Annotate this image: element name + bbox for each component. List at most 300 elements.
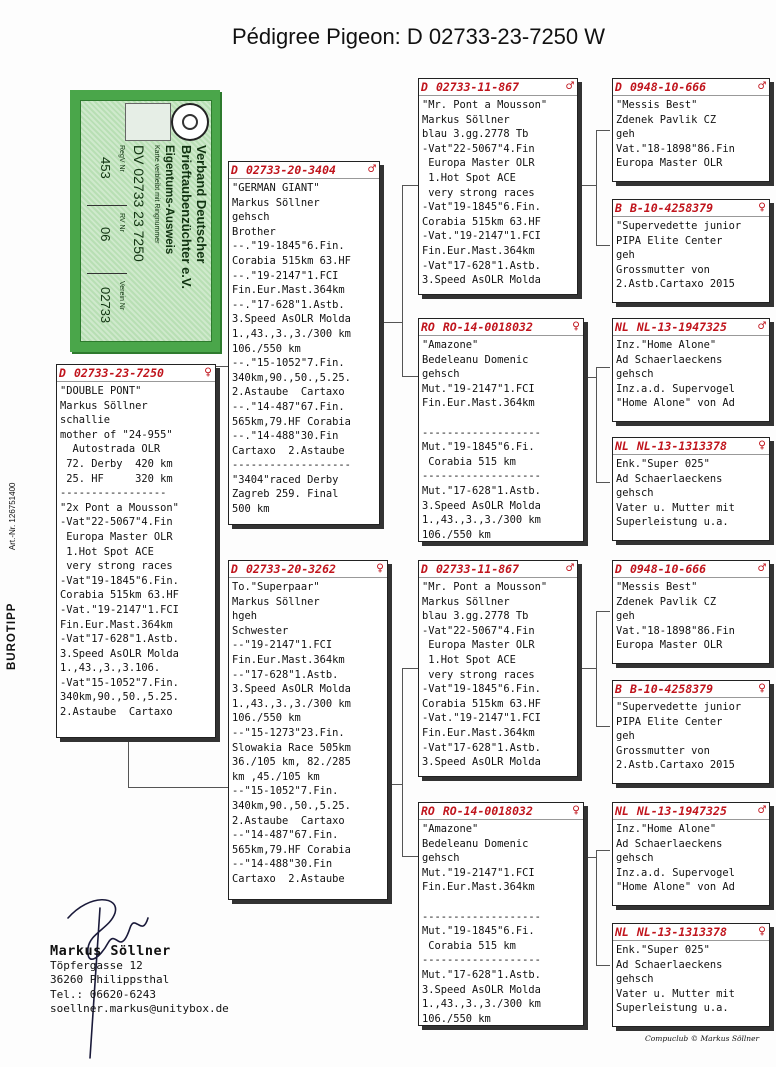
box-line: 565km,79.HF Corabia	[232, 843, 351, 856]
box-line: Vater u. Mutter mit	[616, 501, 735, 514]
box-line: --."15-1052"7.Fin.	[232, 357, 345, 370]
box-line: very strong races	[422, 186, 535, 199]
ring-number: 02733-11-867	[435, 562, 520, 576]
card-rotated-content	[81, 101, 211, 341]
country-code: D	[231, 163, 238, 177]
connector-line	[388, 784, 402, 785]
connector-line	[596, 850, 610, 851]
box-line: Fin.Eur.Mast.364km	[60, 618, 173, 631]
box-line: Corabia 515 km	[422, 939, 516, 952]
box-line: -Vat"22-5067"4.Fin	[422, 142, 535, 155]
box-line: Corabia 515km 63.HF	[60, 589, 179, 602]
box-line: --."14-488"30.Fin	[232, 430, 339, 443]
box-line: 340km,90.,50.,5.25.	[60, 691, 179, 704]
box-line: Corabia 515 km	[422, 455, 516, 468]
box-body	[419, 336, 583, 542]
box-line: geh	[616, 610, 635, 623]
pedigree-box-fff	[612, 78, 770, 182]
box-header	[613, 319, 769, 336]
box-line: 72. Derby 420 km	[60, 457, 173, 470]
card-value-rv: 06	[98, 227, 113, 242]
box-line: --"15-1052"7.Fin.	[232, 785, 339, 798]
box-line: 36./105 km, 82./285	[232, 756, 351, 769]
box-line: PIPA Elite Center	[616, 715, 723, 728]
box-line: 106./550 km	[422, 1012, 491, 1025]
breeder-email[interactable]: soellner.markus@unitybox.de	[50, 1002, 229, 1016]
sex-symbol-icon: ♀	[204, 365, 212, 380]
box-body	[419, 96, 577, 288]
box-line: geh	[616, 128, 635, 141]
box-line: Brother	[232, 225, 276, 238]
box-line: 3.Speed AsOLR Molda	[422, 499, 541, 512]
box-header	[613, 803, 769, 820]
sex-symbol-icon: ♂	[368, 162, 376, 177]
box-body	[229, 179, 379, 517]
country-code: RO	[421, 320, 435, 334]
box-line: "Supervedette junior	[616, 701, 742, 713]
box-line: 106./550 km	[422, 528, 491, 541]
box-line: geh	[616, 730, 635, 743]
box-body	[57, 382, 215, 720]
ring-number: 02733-20-3404	[245, 163, 336, 177]
sex-symbol-icon: ♀	[758, 200, 766, 215]
ring-number: 0948-10-666	[629, 562, 707, 576]
box-line: Fin.Eur.Mast.364km	[422, 397, 535, 410]
box-line: "Messis Best"	[616, 99, 698, 111]
connector-line	[596, 245, 610, 246]
box-line: -------------------	[422, 910, 541, 923]
box-line: Fin.Eur.Mast.364km	[422, 244, 535, 257]
connector-line	[596, 726, 610, 727]
box-line: gehsch	[232, 211, 270, 224]
connector-line	[402, 856, 418, 857]
box-line: -Vat."19-2147"1.FCI	[422, 230, 541, 243]
box-header	[613, 438, 769, 455]
box-line: Inz.a.d. Supervogel	[616, 866, 735, 879]
country-code: D	[421, 80, 428, 94]
box-line: 2.Astb.Cartaxo 2015	[616, 278, 735, 291]
box-line: --."14-487"67.Fin.	[232, 400, 345, 413]
pedigree-box-fmm	[612, 437, 770, 541]
box-line: To."Superpaar"	[232, 581, 320, 593]
box-line: Cartaxo 2.Astaube	[232, 872, 345, 885]
pedigree-box-ffm	[612, 199, 770, 303]
country-code: NL	[615, 804, 629, 818]
sex-symbol-icon: ♂	[566, 79, 574, 94]
box-line: geh	[616, 249, 635, 262]
connector-line	[402, 185, 418, 186]
box-line: very strong races	[422, 668, 535, 681]
card-org-line2: Brieftaubenzüchter e.V.	[179, 145, 194, 290]
pedigree-box-father	[228, 161, 380, 525]
box-line: 1.,43.,3.,3./300 km	[422, 514, 541, 527]
country-code: B	[615, 682, 622, 696]
card-ring-number: DV 02733 23 7250	[131, 145, 147, 262]
box-line: Inz."Home Alone"	[616, 339, 717, 351]
box-line: Europa Master OLR	[60, 530, 173, 543]
card-panel	[80, 100, 212, 342]
box-line: Markus Söllner	[60, 399, 148, 412]
card-divider	[87, 205, 127, 206]
box-line: Fin.Eur.Mast.364km	[232, 653, 345, 666]
box-line: Bedeleanu Domenic	[422, 353, 529, 366]
box-line: --"14-488"30.Fin	[232, 858, 333, 871]
box-line: Europa Master OLR	[422, 639, 535, 652]
box-line: Fin.Eur.Mast.364km	[422, 726, 535, 739]
ring-number: RO-14-0018032	[442, 320, 533, 334]
box-body	[613, 217, 769, 292]
box-body	[613, 578, 769, 653]
box-line: gehsch	[422, 852, 460, 865]
box-line	[422, 411, 580, 426]
sex-symbol-icon: ♂	[758, 79, 766, 94]
box-line: --."17-628"1.Astb.	[232, 298, 345, 311]
connector-line	[402, 185, 403, 377]
country-code: D	[615, 562, 622, 576]
box-header	[57, 365, 215, 382]
box-line: -------------------	[422, 954, 541, 967]
card-doc-subtitle: Karte verbleibt mit Ringnummer	[153, 145, 160, 244]
ring-number: NL-13-1947325	[636, 804, 727, 818]
box-line: --."19-1845"6.Fin.	[232, 240, 345, 253]
box-line: 3.Speed AsOLR Molda	[60, 647, 179, 660]
box-line: Ad Schaerlaeckens	[616, 958, 723, 971]
binder-article-number: Art.-Nr. 126751400	[8, 482, 17, 551]
pedigree-box-mm	[418, 802, 584, 1026]
connector-line	[596, 130, 610, 131]
card-doc-title: Eigentums-Ausweis	[163, 145, 175, 255]
connector-line	[584, 377, 596, 378]
box-line	[422, 895, 580, 910]
box-line: -------------------	[422, 470, 541, 483]
box-line: Corabia 515km 63.HF	[422, 215, 541, 228]
box-line: Ad Schaerlaeckens	[616, 353, 723, 366]
box-line: "Mr. Pont a Mousson"	[422, 581, 548, 593]
box-body	[613, 698, 769, 773]
box-line: Cartaxo 2.Astaube	[232, 444, 345, 457]
box-line: blau 3.gg.2778 Tb	[422, 128, 529, 141]
box-line: gehsch	[616, 852, 654, 865]
pedigree-box-mf	[418, 560, 578, 777]
box-line: Vater u. Mutter mit	[616, 987, 735, 1000]
box-line: Ad Schaerlaeckens	[616, 837, 723, 850]
ring-number: NL-13-1313378	[636, 925, 727, 939]
ring-number: B-10-4258379	[629, 682, 714, 696]
connector-line	[596, 611, 597, 727]
country-code: NL	[615, 925, 629, 939]
box-line: "Home Alone" von Ad	[616, 881, 735, 894]
box-line: 2.Astaube Cartaxo	[60, 706, 173, 719]
pedigree-box-fm	[418, 318, 584, 542]
box-line: 2.Astb.Cartaxo 2015	[616, 759, 735, 772]
box-line: --"15-1273"23.Fin.	[232, 726, 345, 739]
box-line: Corabia 515km 63.HF	[422, 697, 541, 710]
box-line: Mut."17-628"1.Astb.	[422, 968, 541, 981]
box-line: 2.Astaube Cartaxo	[232, 814, 345, 827]
box-line: mother of "24-955"	[60, 428, 173, 441]
box-line: Markus Söllner	[422, 113, 510, 126]
box-line: -Vat"19-1845"6.Fin.	[422, 201, 541, 214]
ring-number: B-10-4258379	[629, 201, 714, 215]
box-line: Europa Master OLR	[616, 157, 723, 170]
connector-line	[584, 857, 596, 858]
box-line: Mut."19-1845"6.Fi.	[422, 441, 535, 454]
pedigree-box-mother	[228, 560, 388, 900]
sex-symbol-icon: ♀	[758, 438, 766, 453]
country-code: D	[421, 562, 428, 576]
box-line: 3.Speed AsOLR Molda	[422, 756, 541, 769]
sex-symbol-icon: ♀	[376, 561, 384, 576]
ring-number: NL-13-1313378	[636, 439, 727, 453]
connector-line	[378, 322, 402, 323]
box-line: -Vat"19-1845"6.Fin.	[422, 683, 541, 696]
box-line: "2x Pont a Mousson"	[60, 501, 179, 514]
box-header	[229, 162, 379, 179]
connector-line	[128, 738, 129, 788]
box-line: -Vat"22-5067"4.Fin	[60, 516, 173, 529]
box-body	[419, 820, 583, 1026]
box-line: 1.,43.,3.,3.106.	[60, 662, 161, 675]
ring-number: 02733-20-3262	[245, 562, 336, 576]
box-line: Autostrada OLR	[60, 443, 161, 456]
box-line: --"19-2147"1.FCI	[232, 639, 333, 652]
connector-line	[402, 376, 418, 377]
box-line: 1.,43.,3.,3./300 km	[232, 327, 351, 340]
box-line: 340km,90.,50.,5.25.	[232, 371, 351, 384]
connector-line	[216, 366, 228, 367]
pedigree-box-mmf	[612, 802, 770, 906]
connector-line	[402, 668, 418, 669]
box-header	[613, 79, 769, 96]
country-code: D	[615, 80, 622, 94]
box-header	[613, 561, 769, 578]
sex-symbol-icon: ♀	[758, 924, 766, 939]
card-label-regv: RegV Nr	[118, 145, 125, 172]
box-body	[613, 96, 769, 171]
box-line: Slowakia Race 505km	[232, 741, 351, 754]
box-line: -Vat"17-628"1.Astb.	[422, 259, 541, 272]
box-line: Schwester	[232, 624, 289, 637]
pedigree-box-mff	[612, 560, 770, 664]
card-divider	[87, 273, 127, 274]
box-line: Mut."19-2147"1.FCI	[422, 866, 535, 879]
box-line: Vat."18-1898"86.Fin	[616, 624, 735, 637]
connector-line	[578, 668, 596, 669]
box-line: 3.Speed AsOLR Molda	[422, 983, 541, 996]
box-line: 500 km	[232, 503, 270, 516]
box-line: Zagreb 259. Final	[232, 488, 339, 501]
box-line: -Vat."19-2147"1.FCI	[60, 603, 179, 616]
box-line: gehsch	[422, 368, 460, 381]
box-body	[419, 578, 577, 770]
box-line: -----------------	[60, 487, 167, 500]
box-line: gehsch	[616, 368, 654, 381]
box-header	[419, 79, 577, 96]
box-line: Superleistung u.a.	[616, 516, 729, 529]
box-line: Inz.a.d. Supervogel	[616, 382, 735, 395]
box-line: Enk."Super 025"	[616, 458, 710, 470]
box-line: --"17-628"1.Astb.	[232, 668, 339, 681]
box-body	[229, 578, 387, 886]
country-code: RO	[421, 804, 435, 818]
ring-number: 02733-23-7250	[73, 366, 164, 380]
pedigree-box-fmf	[612, 318, 770, 422]
box-header	[419, 319, 583, 336]
box-line: "DOUBLE PONT"	[60, 385, 142, 397]
box-line: gehsch	[616, 973, 654, 986]
box-line: Europa Master OLR	[616, 639, 723, 652]
connector-line	[596, 482, 610, 483]
connector-line	[402, 668, 403, 857]
box-line: Fin.Eur.Mast.364km	[422, 881, 535, 894]
box-line: 3.Speed AsOLR Molda	[422, 274, 541, 287]
country-code: D	[231, 562, 238, 576]
box-line: 1.,43.,3.,3./300 km	[232, 697, 351, 710]
box-line: Inz."Home Alone"	[616, 823, 717, 835]
sex-symbol-icon: ♂	[758, 561, 766, 576]
box-line: -Vat"17-628"1.Astb.	[60, 633, 179, 646]
box-line: "Messis Best"	[616, 581, 698, 593]
pedigree-box-ff	[418, 78, 578, 295]
sex-symbol-icon: ♀	[572, 319, 580, 334]
box-line: 3.Speed AsOLR Molda	[232, 683, 351, 696]
box-line: -Vat"19-1845"6.Fin.	[60, 574, 179, 587]
box-line: 340km,90.,50.,5.25.	[232, 799, 351, 812]
country-code: D	[59, 366, 66, 380]
card-label-verein: Verein Nr	[118, 281, 125, 311]
box-line: Markus Söllner	[422, 595, 510, 608]
association-logo-icon	[171, 103, 209, 141]
box-line: --"14-487"67.Fin.	[232, 829, 339, 842]
sex-symbol-icon: ♀	[758, 681, 766, 696]
connector-line	[596, 130, 597, 246]
ring-number: NL-13-1947325	[636, 320, 727, 334]
box-line: -Vat"15-1052"7.Fin.	[60, 676, 179, 689]
box-body	[613, 455, 769, 530]
box-line: Mut."19-2147"1.FCI	[422, 382, 535, 395]
box-line: Grossmutter von	[616, 263, 710, 276]
box-line: "Mr. Pont a Mousson"	[422, 99, 548, 111]
ownership-card	[70, 90, 220, 352]
box-line: Zdenek Pavlik CZ	[616, 113, 717, 126]
box-header	[229, 561, 387, 578]
breeder-address	[50, 944, 229, 1017]
breeder-phone: Tel.: 06620-6243	[50, 987, 156, 1001]
binder-label-text	[2, 440, 16, 670]
card-value-verein: 02733	[98, 287, 113, 324]
box-line: "Amazone"	[422, 339, 479, 351]
connector-line	[578, 185, 596, 186]
box-line: 2.Astaube Cartaxo	[232, 386, 345, 399]
box-line: 3.Speed AsOLR Molda	[232, 313, 351, 326]
box-body	[613, 941, 769, 1016]
box-body	[613, 336, 769, 411]
breeder-name: Markus Söllner	[50, 943, 171, 959]
box-line: -Vat."19-2147"1.FCI	[422, 712, 541, 725]
box-line: -------------------	[232, 459, 351, 472]
box-line: -------------------	[422, 426, 541, 439]
card-label-rv: RV Nr	[118, 213, 125, 232]
breeder-city: 36260 Philippsthal	[50, 973, 170, 987]
box-line: hgeh	[232, 610, 258, 623]
box-line: -Vat"22-5067"4.Fin	[422, 624, 535, 637]
box-line: Mut."19-1845"6.Fi.	[422, 925, 535, 938]
binder-brand: BUROTIPP	[6, 602, 18, 670]
ring-number: 0948-10-666	[629, 80, 707, 94]
box-line: Fin.Eur.Mast.364km	[232, 284, 345, 297]
box-line: Europa Master OLR	[422, 157, 535, 170]
connector-line	[596, 367, 610, 368]
country-code: NL	[615, 439, 629, 453]
box-header	[613, 924, 769, 941]
box-line: Vat."18-1898"86.Fin	[616, 142, 735, 155]
country-code: NL	[615, 320, 629, 334]
connector-line	[128, 787, 228, 788]
box-header	[613, 681, 769, 698]
ring-number: RO-14-0018032	[442, 804, 533, 818]
box-line: blau 3.gg.2778 Tb	[422, 610, 529, 623]
ring-number: 02733-11-867	[435, 80, 520, 94]
breeder-street: Töpfergasse 12	[50, 958, 143, 972]
box-body	[613, 820, 769, 895]
country-code: B	[615, 201, 622, 215]
sex-symbol-icon: ♀	[572, 803, 580, 818]
box-line: --."19-2147"1.FCI	[232, 269, 339, 282]
box-line: Markus Söllner	[232, 196, 320, 209]
box-line: Superleistung u.a.	[616, 1002, 729, 1015]
box-line: 565km,79.HF Corabia	[232, 415, 351, 428]
connector-line	[596, 850, 597, 966]
box-line: very strong races	[60, 560, 173, 573]
box-line: Markus Söllner	[232, 595, 320, 608]
box-line: "Home Alone" von Ad	[616, 397, 735, 410]
box-line: 106./550 km	[232, 712, 301, 725]
pedigree-box-main	[56, 364, 216, 738]
pigeon-emblem-icon	[125, 103, 171, 141]
connector-line	[596, 965, 610, 966]
sex-symbol-icon: ♂	[566, 561, 574, 576]
box-line: schallie	[60, 414, 111, 427]
page-title: Pédigree Pigeon: D 02733-23-7250 W	[232, 24, 606, 49]
box-header	[419, 561, 577, 578]
box-line: 25. HF 320 km	[60, 472, 173, 485]
box-line: 1.Hot Spot ACE	[60, 545, 154, 558]
box-header	[613, 200, 769, 217]
box-line: Grossmutter von	[616, 744, 710, 757]
box-line: 1.Hot Spot ACE	[422, 171, 516, 184]
box-line: "Supervedette junior	[616, 220, 742, 232]
box-line: PIPA Elite Center	[616, 234, 723, 247]
connector-line	[596, 611, 610, 612]
box-line: Ad Schaerlaeckens	[616, 472, 723, 485]
box-line: "Amazone"	[422, 823, 479, 835]
card-value-regv: 453	[98, 157, 113, 179]
sex-symbol-icon: ♂	[758, 319, 766, 334]
box-line: 1.,43.,3.,3./300 km	[422, 998, 541, 1011]
box-header	[419, 803, 583, 820]
footer-credit: Compuclub © Markus Söllner	[645, 1034, 760, 1043]
box-line: -Vat"17-628"1.Astb.	[422, 741, 541, 754]
box-line: "GERMAN GIANT"	[232, 182, 320, 194]
box-line: km ,45./105 km	[232, 770, 320, 783]
box-line: 1.Hot Spot ACE	[422, 653, 516, 666]
box-line: Zdenek Pavlik CZ	[616, 595, 717, 608]
box-line: Mut."17-628"1.Astb.	[422, 484, 541, 497]
box-line: Corabia 515km 63.HF	[232, 254, 351, 267]
card-org-line1: Verband Deutscher	[194, 145, 209, 264]
box-line: "3404"raced Derby	[232, 473, 339, 486]
pedigree-box-mfm	[612, 680, 770, 784]
